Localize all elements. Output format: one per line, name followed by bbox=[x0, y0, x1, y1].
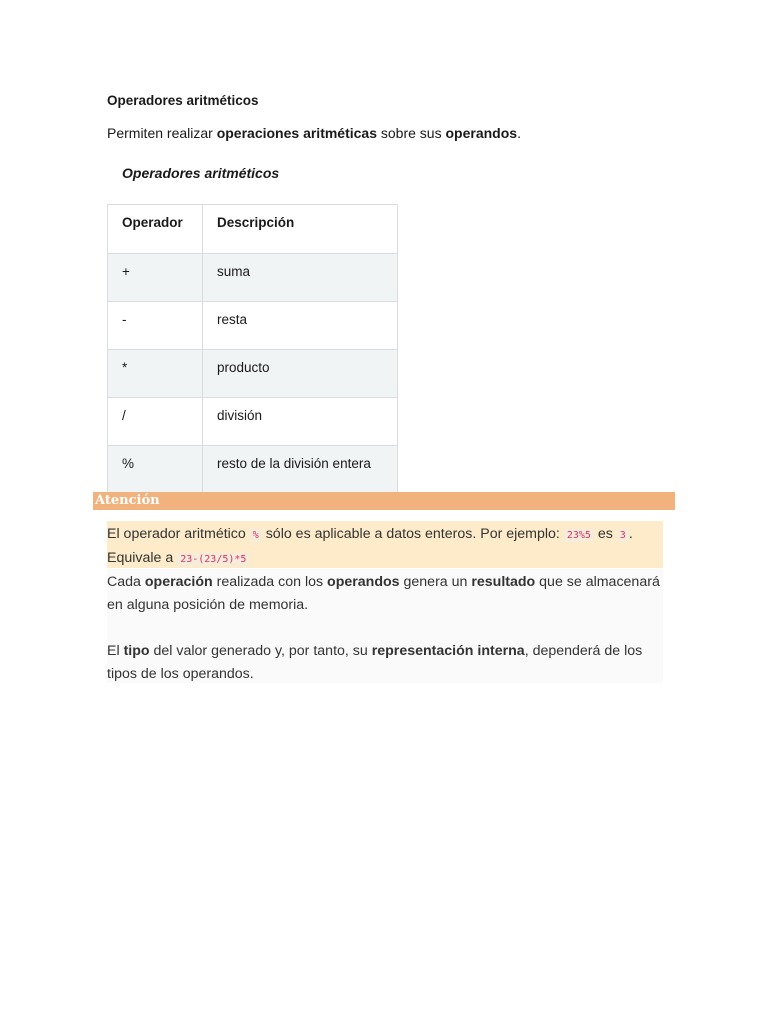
bold-term: resultado bbox=[471, 574, 536, 590]
description-cell: resto de la división entera bbox=[203, 446, 398, 494]
inline-code: 3 bbox=[617, 529, 629, 542]
inline-code: 23%5 bbox=[564, 529, 594, 542]
bold-term: operación bbox=[144, 574, 213, 590]
bold-term: representación interna bbox=[371, 643, 525, 659]
operator-cell: - bbox=[108, 302, 203, 350]
callout-warning: El operador aritmético % sólo es aplicable a datos enteros. Por ejemplo: 23%5 es 3 . Equivale a 23-(23/5)*5 bbox=[107, 521, 663, 568]
callout-paragraph: Cada operación realizada con los operandos genera un resultado que se almacenará en alguna posición de memoria. bbox=[107, 574, 660, 613]
operators-table bbox=[107, 204, 398, 493]
description-cell: resta bbox=[203, 302, 398, 350]
operator-cell: * bbox=[108, 350, 203, 398]
table-row bbox=[108, 302, 398, 350]
description-cell: suma bbox=[203, 254, 398, 302]
column-header-operator: Operador bbox=[108, 205, 203, 254]
description-cell: división bbox=[203, 398, 398, 446]
bold-term: operandos bbox=[327, 574, 400, 590]
callout-body bbox=[107, 569, 663, 683]
inline-code: % bbox=[250, 529, 262, 542]
table-row bbox=[108, 446, 398, 494]
operator-cell: / bbox=[108, 398, 203, 446]
bold-term: tipo bbox=[123, 643, 150, 659]
table-row bbox=[108, 350, 398, 398]
section-title: Operadores aritméticos bbox=[107, 93, 259, 108]
description-cell: producto bbox=[203, 350, 398, 398]
bold-term: operaciones aritméticas bbox=[216, 125, 377, 141]
table-caption: Operadores aritméticos bbox=[122, 165, 280, 181]
table-row bbox=[108, 398, 398, 446]
operator-cell: % bbox=[108, 446, 203, 494]
bold-term: operandos bbox=[445, 125, 518, 141]
column-header-description: Descripción bbox=[203, 205, 398, 254]
operator-cell: + bbox=[108, 254, 203, 302]
callout-title: Atención bbox=[93, 492, 675, 510]
callout-paragraph: El tipo del valor generado y, por tanto, su representación interna, dependerá de los tipos de los operandos. bbox=[107, 643, 643, 682]
intro-paragraph: Permiten realizar operaciones aritméticas sobre sus operandos. bbox=[107, 125, 521, 141]
table-row bbox=[108, 254, 398, 302]
inline-code: 23-(23/5)*5 bbox=[177, 553, 249, 566]
table-header-row bbox=[108, 205, 398, 254]
